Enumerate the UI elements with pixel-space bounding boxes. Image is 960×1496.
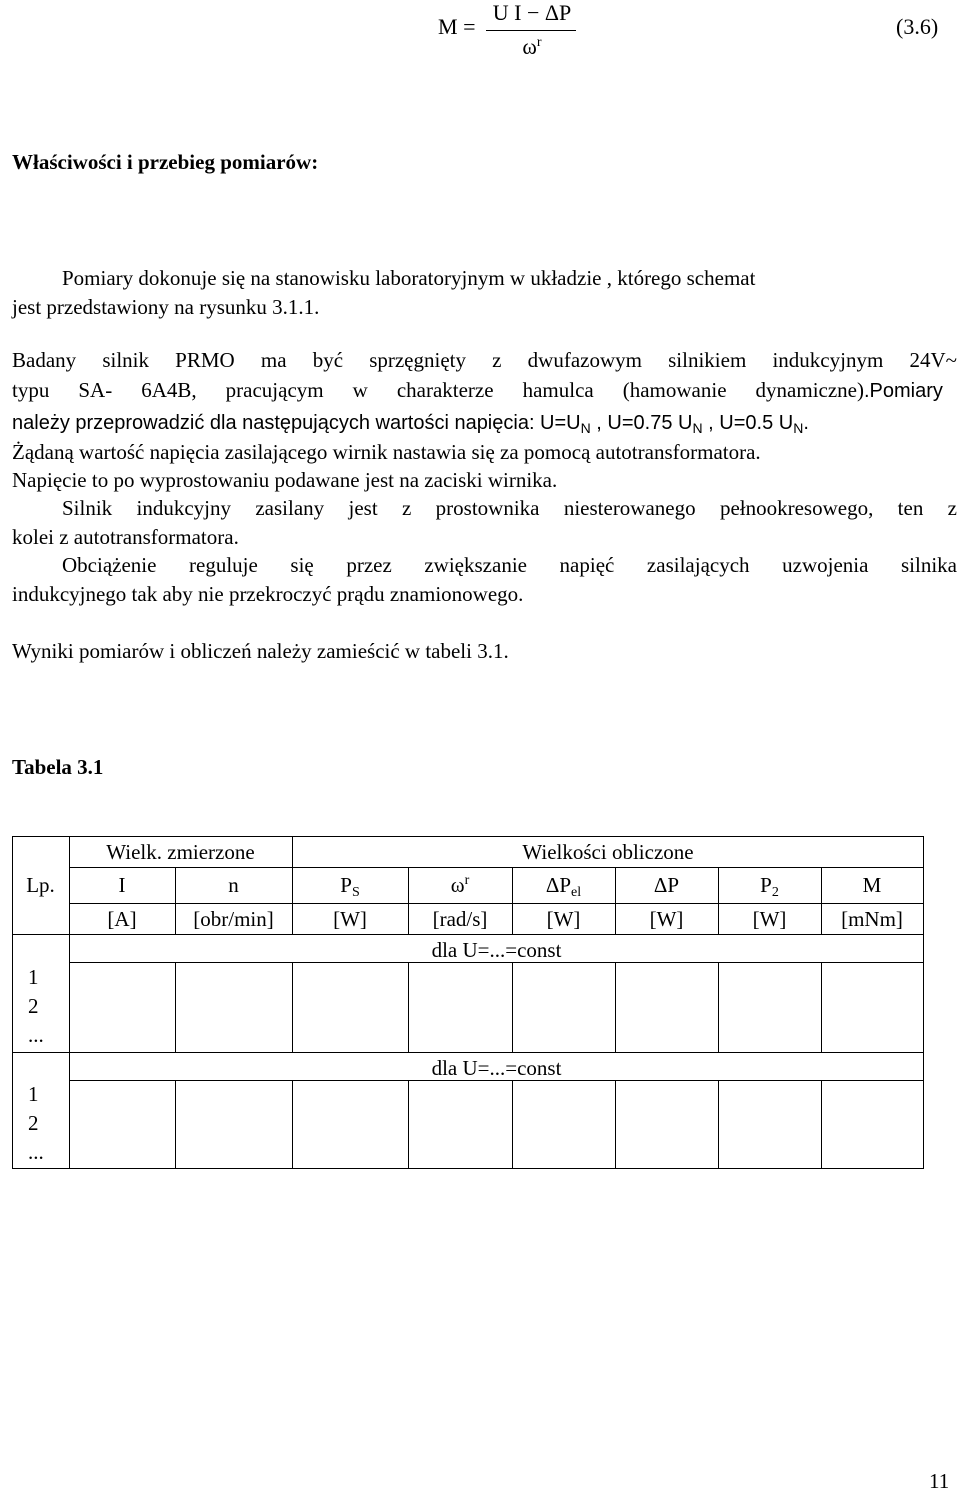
table-rule bbox=[12, 934, 924, 935]
table-border-bottom bbox=[12, 1168, 924, 1169]
paragraph-line: Pomiary dokonuje się na stanowisku laboratoryjnym w układzie , którego schemat bbox=[62, 266, 756, 290]
table-rule bbox=[175, 962, 176, 1052]
row-number: 1 bbox=[28, 965, 39, 989]
table-rule bbox=[821, 962, 822, 1052]
table-rule bbox=[615, 1080, 616, 1168]
symbol-m: M bbox=[862, 873, 882, 897]
symbol-p2: $P_2$ bbox=[760, 873, 779, 900]
paragraph-text: typu SA- 6A4B, pracującym w charakterze hamulca (hamowanie dynamiczne) bbox=[12, 378, 864, 402]
symbol-omega: $\omega^r$ bbox=[450, 873, 470, 897]
paragraph-line: kolei z autotransformatora. bbox=[12, 525, 239, 549]
table-rule bbox=[69, 903, 924, 904]
equation-numerator: U I − ΔP bbox=[492, 0, 572, 25]
paragraph-line: Obciążenie reguluje się przez zwiększanie napięć zasilających uzwojenia silnika bbox=[62, 553, 957, 577]
symbol-delta-pel: $\Delta P_{el}$ bbox=[545, 873, 582, 900]
lp-header: Lp. bbox=[26, 873, 55, 897]
paragraph-text: .Pomiary bbox=[864, 380, 943, 402]
section-label: dla U=...=const bbox=[431, 1056, 562, 1080]
unit-cell: [rad/s] bbox=[432, 907, 488, 931]
equation-denominator: $\omega^r$ bbox=[522, 34, 542, 59]
measured-group-header: Wielk. zmierzone bbox=[106, 840, 255, 864]
paragraph-line: indukcyjnego tak aby nie przekroczyć prądu znamionowego. bbox=[12, 582, 524, 606]
table-rule bbox=[615, 962, 616, 1052]
paragraph-line: Badany silnik PRMO ma być sprzęgnięty z dwufazowym silnikiem indukcyjnym 24V~ bbox=[12, 348, 957, 372]
calculated-group-header: Wielkości obliczone bbox=[522, 840, 694, 864]
row-number: 1 bbox=[28, 1082, 39, 1106]
table-rule bbox=[12, 1052, 924, 1053]
paragraph-line: jest przedstawiony na rysunku 3.1.1. bbox=[12, 295, 320, 319]
table-rule bbox=[512, 1080, 513, 1168]
row-number: ... bbox=[28, 1023, 44, 1047]
unit-cell: [mNm] bbox=[841, 907, 903, 931]
voltage-values-line: należy przeprowadzić dla następujących wartości napięcia: $U=U_N$ , U=0.75 $U_N$ , U=0.5 $U_N$. bbox=[12, 412, 809, 436]
equation-number: (3.6) bbox=[896, 14, 939, 39]
unit-cell: [A] bbox=[107, 907, 137, 931]
unit-cell: [W] bbox=[752, 907, 787, 931]
table-rule bbox=[718, 1080, 719, 1168]
symbol-delta-p: ΔP bbox=[653, 873, 680, 897]
paragraph-line: Wyniki pomiarów i obliczeń należy zamieścić w tabeli 3.1. bbox=[12, 639, 509, 663]
row-number: ... bbox=[28, 1140, 44, 1164]
row-number: 2 bbox=[28, 994, 39, 1018]
paragraph-line: Silnik indukcyjny zasilany jest z prostownika niesterowanego pełnookresowego, ten z bbox=[62, 496, 957, 520]
paragraph-line: Napięcie to po wyprostowaniu podawane jest na zaciski wirnika. bbox=[12, 468, 558, 492]
unit-cell: [W] bbox=[649, 907, 684, 931]
table-rule bbox=[408, 962, 409, 1052]
table-rule bbox=[718, 962, 719, 1052]
paragraph-line: Żądaną wartość napięcia zasilającego wirnik nastawia się za pomocą autotransformatora. bbox=[12, 440, 761, 464]
unit-cell: [obr/min] bbox=[193, 907, 274, 931]
equation-lhs: M = bbox=[438, 14, 476, 39]
section-heading: Właściwości i przebieg pomiarów: bbox=[12, 150, 319, 174]
page-number: 11 bbox=[929, 1469, 950, 1493]
table-border-top bbox=[12, 836, 924, 837]
symbol-speed: n bbox=[228, 873, 239, 897]
table-rule bbox=[175, 1080, 176, 1168]
table-rule bbox=[408, 1080, 409, 1168]
table-title: Tabela 3.1 bbox=[12, 755, 104, 779]
table-rule bbox=[821, 1080, 822, 1168]
table-rule bbox=[69, 867, 924, 868]
table-rule bbox=[292, 1080, 293, 1168]
table-rule bbox=[292, 962, 293, 1052]
section-label: dla U=...=const bbox=[431, 938, 562, 962]
table-rule bbox=[512, 962, 513, 1052]
table-border-right bbox=[923, 836, 924, 1169]
unit-cell: [W] bbox=[546, 907, 581, 931]
symbol-current: I bbox=[118, 873, 126, 897]
symbol-ps: $P_S$ bbox=[340, 873, 360, 900]
row-number: 2 bbox=[28, 1111, 39, 1135]
unit-cell: [W] bbox=[333, 907, 367, 931]
